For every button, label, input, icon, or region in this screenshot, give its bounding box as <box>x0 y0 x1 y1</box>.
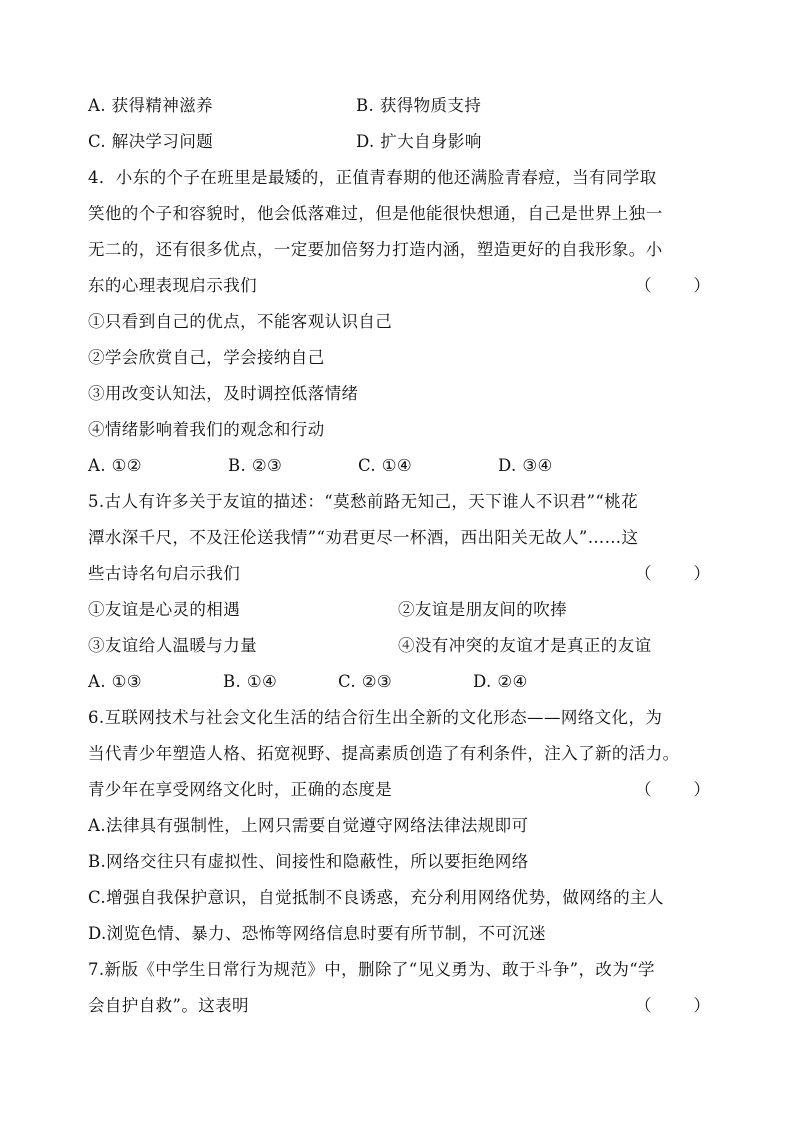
q5-statements-row-1 <box>88 592 710 628</box>
q4-stem-line-4 <box>88 268 710 304</box>
q5-options <box>88 664 710 700</box>
q6-stem-text: 青少年在享受网络文化时，正确的态度是 <box>88 780 393 799</box>
q4-answer-paren <box>635 268 710 304</box>
q5-statement-3: ③友谊给人温暖与力量 <box>88 636 257 655</box>
q3-options-row-2 <box>88 124 710 160</box>
q4-option-a: A. ①② <box>88 456 142 475</box>
q4-option-d: D. ③④ <box>498 456 553 475</box>
q5-statement-1: ①友谊是心灵的相遇 <box>88 600 241 619</box>
q5-option-b: B. ①④ <box>223 672 278 691</box>
q5-answer-paren <box>635 556 710 592</box>
q3-option-c: C. 解决学习问题 <box>88 132 214 151</box>
q5-option-a: A. ①③ <box>88 672 142 691</box>
q4-option-c: C. ①④ <box>358 456 413 475</box>
q7-stem-line-2 <box>88 988 710 1024</box>
q6-option-a: A.法律具有强制性，上网只需要自觉遵守网络法律法规即可 <box>88 816 529 835</box>
q7-answer-paren <box>635 988 710 1024</box>
q6-option-c: C.增强自我保护意识，自觉抵制不良诱惑，充分利用网络优势，做网络的主人 <box>88 888 664 907</box>
q4-stem-text: 东的心理表现启示我们 <box>88 276 257 295</box>
q4-stem-line-2: 笑他的个子和容貌时，他会低落难过，但是他能很快想通，自己是世界上独一 <box>88 204 663 223</box>
paren-open: （ <box>635 996 652 1015</box>
q7-stem-line-1: 7.新版《中学生日常行为规范》中，删除了“见义勇为、敢于斗争”，改为“学 <box>88 960 655 979</box>
paren-close: ） <box>693 996 710 1015</box>
q6-option-d: D.浏览色情、暴力、恐怖等网络信息时要有所节制，不可沉迷 <box>88 924 547 943</box>
q3-option-d: D. 扩大自身影响 <box>356 132 482 151</box>
q3-option-b: B. 获得物质支持 <box>356 96 482 115</box>
q4-statement-1: ①只看到自己的优点，不能客观认识自己 <box>88 312 393 331</box>
q4-option-b: B. ②③ <box>228 456 283 475</box>
q4-stem-line-3: 无二的，还有很多优点，一定要加倍努力打造内涵，塑造更好的自我形象。小 <box>88 240 663 259</box>
q7-stem-text: 会自护自救”。这表明 <box>88 996 249 1015</box>
q6-stem-line-2: 当代青少年塑造人格、拓宽视野、提高素质创造了有利条件，注入了新的活力。 <box>88 744 680 763</box>
q4-statement-3: ③用改变认知法，及时调控低落情绪 <box>88 384 359 403</box>
paren-open: （ <box>635 276 652 295</box>
q5-statement-4: ④没有冲突的友谊才是真正的友谊 <box>398 636 652 655</box>
exam-page <box>88 88 710 1024</box>
q5-option-c: C. ②③ <box>338 672 393 691</box>
q4-statement-2: ②学会欣赏自己，学会接纳自己 <box>88 348 325 367</box>
q5-option-d: D. ②④ <box>473 672 528 691</box>
q6-stem-line-1: 6.互联网技术与社会文化生活的结合衍生出全新的文化形态——网络文化，为 <box>88 708 663 727</box>
q4-stem-line-1: 4．小东的个子在班里是最矮的，正值青春期的他还满脸青春痘，当有同学取 <box>88 168 657 187</box>
paren-close: ） <box>693 564 710 583</box>
q6-stem-line-3 <box>88 772 710 808</box>
paren-close: ） <box>693 276 710 295</box>
q5-stem-line-2: 潭水深千尺，不及汪伦送我情”“劝君更尽一杯酒，西出阳关无故人”……这 <box>88 528 639 547</box>
q6-option-b: B.网络交往只有虚拟性、间接性和隐蔽性，所以要拒绝网络 <box>88 852 529 871</box>
q5-statements-row-2 <box>88 628 710 664</box>
q5-stem-text: 些古诗名句启示我们 <box>88 564 241 583</box>
paren-open: （ <box>635 564 652 583</box>
q5-stem-line-3 <box>88 556 710 592</box>
q5-statement-2: ②友谊是朋友间的吹捧 <box>398 600 567 619</box>
paren-open: （ <box>635 780 652 799</box>
q3-options-row-1 <box>88 88 710 124</box>
q6-answer-paren <box>635 772 710 808</box>
q5-stem-line-1: 5.古人有许多关于友谊的描述：“莫愁前路无知己，天下谁人不识君”“桃花 <box>88 492 639 511</box>
paren-close: ） <box>693 780 710 799</box>
q4-statement-4: ④情绪影响着我们的观念和行动 <box>88 420 325 439</box>
q3-option-a: A. 获得精神滋养 <box>88 96 214 115</box>
q4-options <box>88 448 710 484</box>
